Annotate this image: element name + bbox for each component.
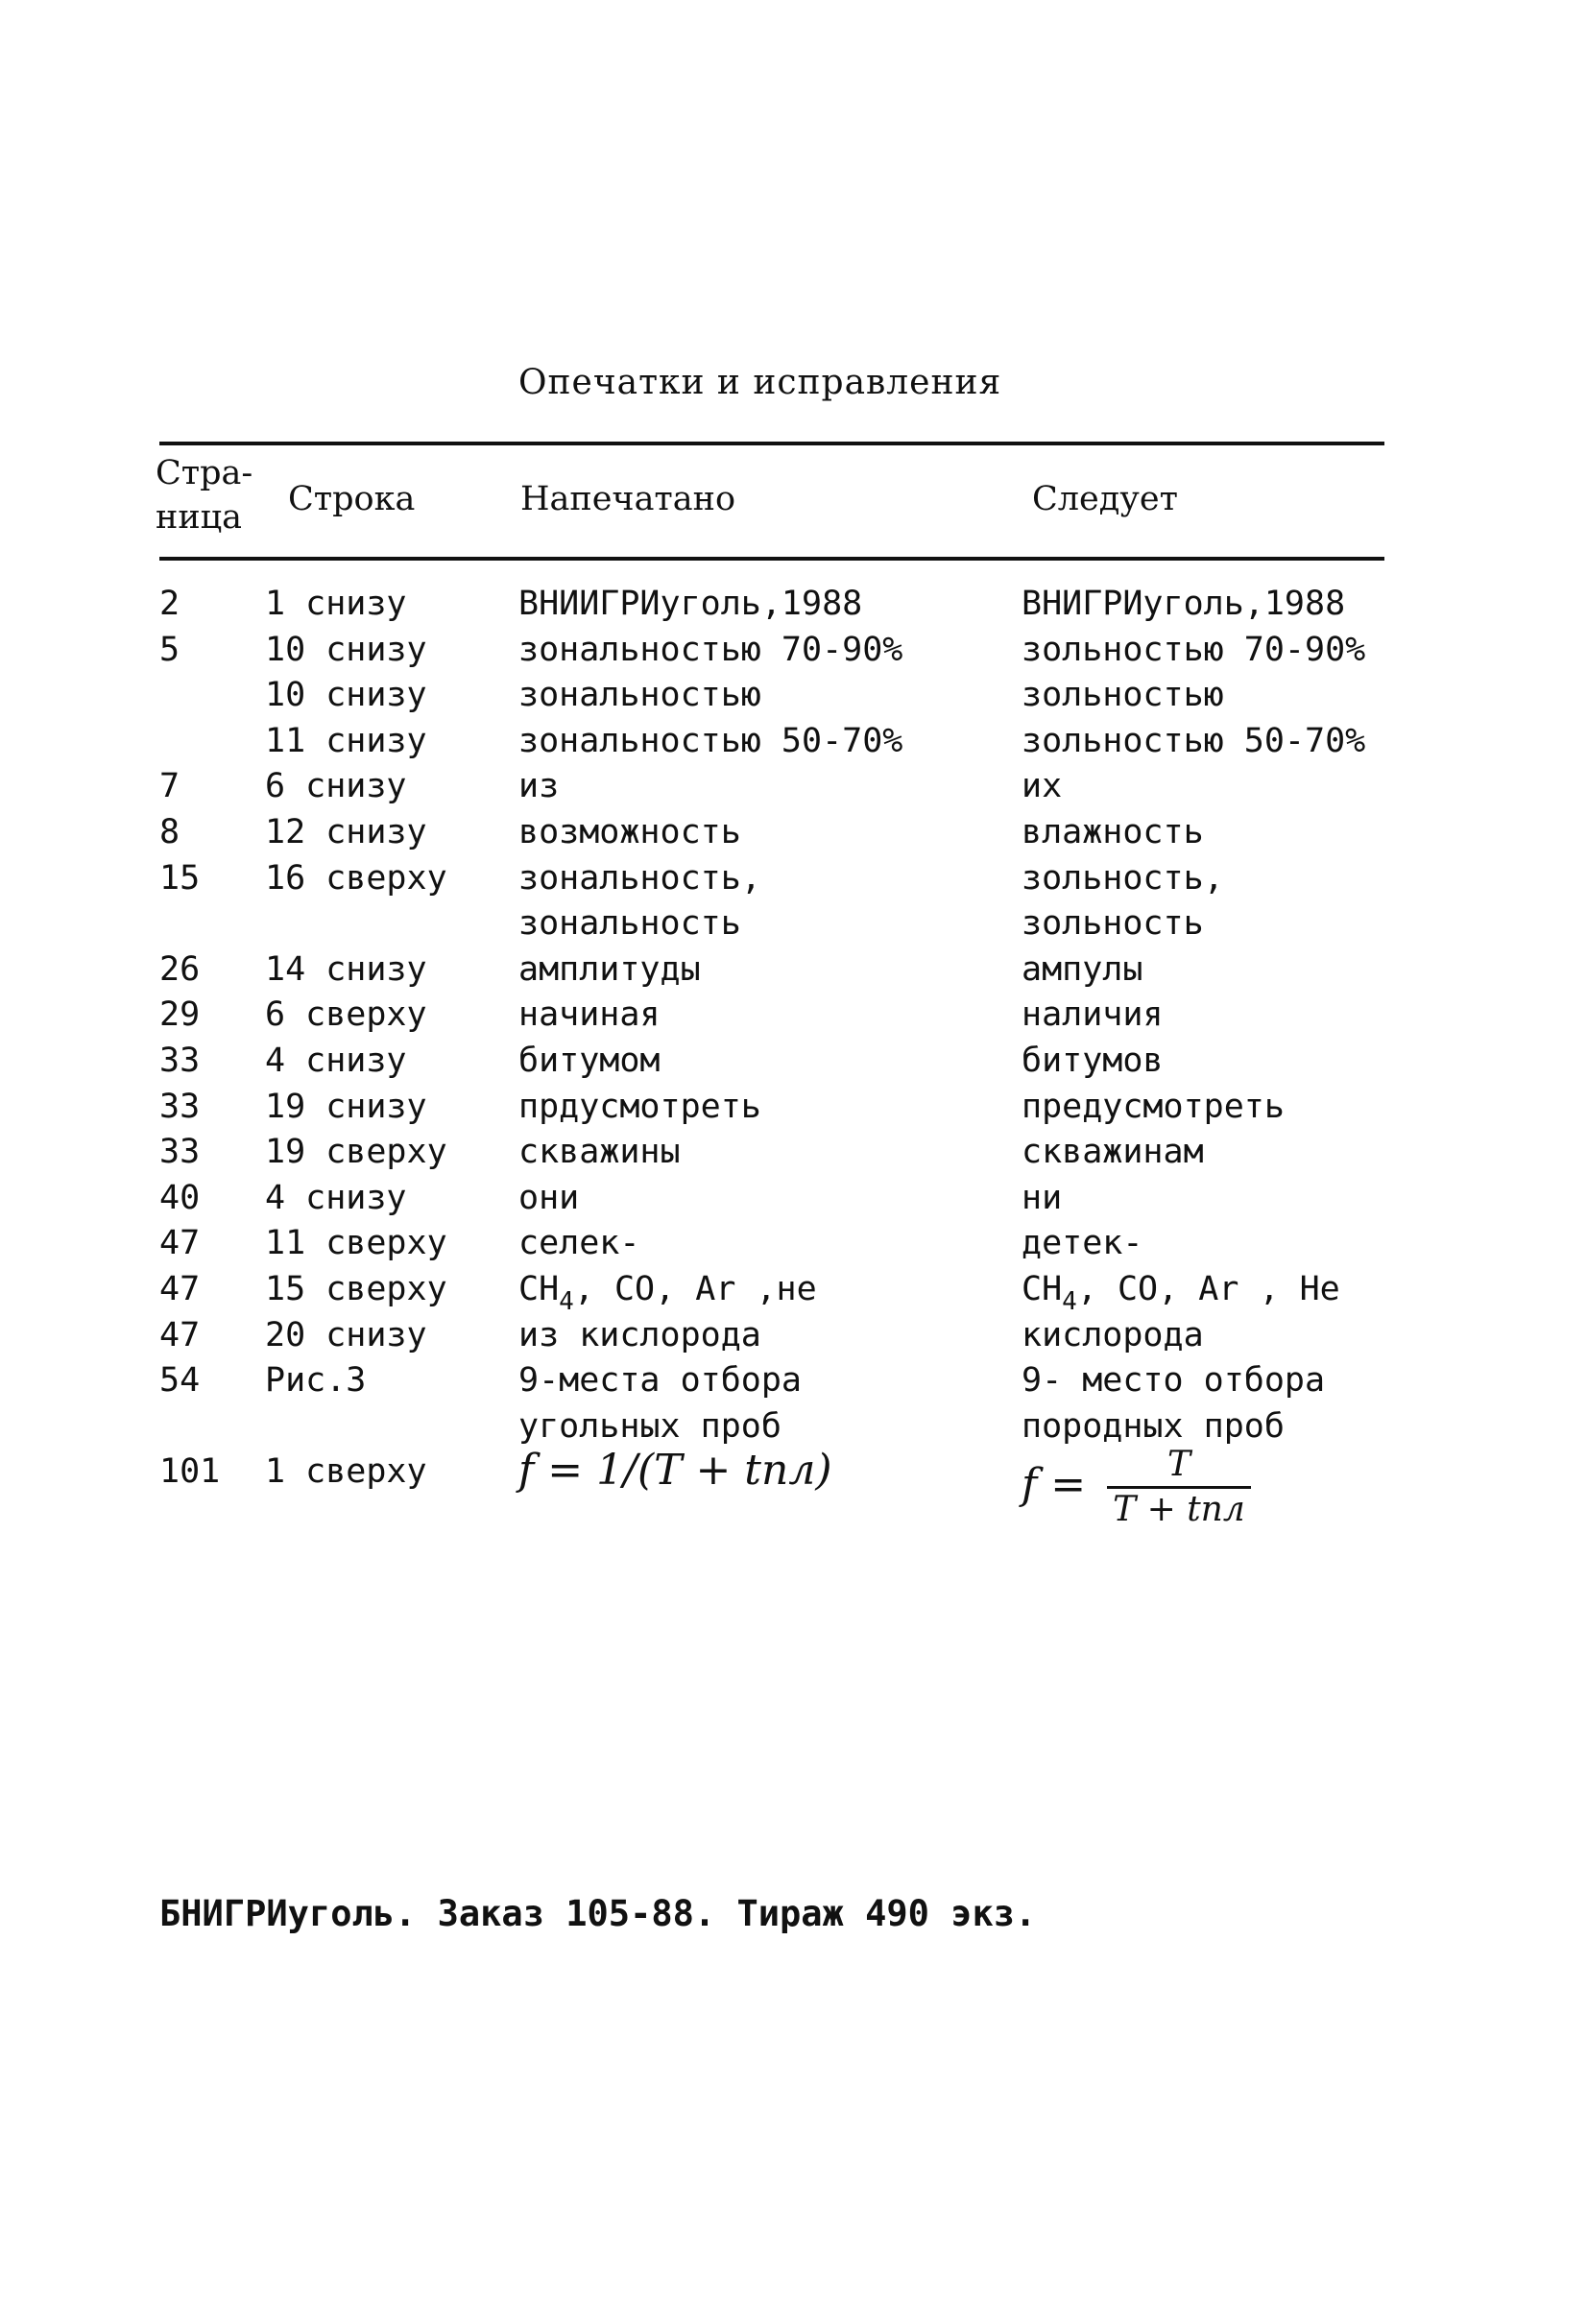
row-printed: зональность, (518, 858, 761, 898)
page-title: Опечатки и исправления (518, 363, 1002, 402)
table-rule-top (159, 442, 1384, 445)
row-page: 47 (159, 1315, 201, 1354)
row-line: 4 снизу (265, 1041, 407, 1080)
row-should: их (1022, 767, 1063, 806)
should-ch: CH (1022, 1269, 1063, 1308)
printed-ch: CH (518, 1269, 560, 1308)
row-printed-handwritten-formula: f = 1/(T + tпл) (518, 1446, 832, 1496)
formula-fraction (1107, 1444, 1251, 1531)
row-line: 6 снизу (265, 767, 407, 806)
printed-subscript: 4 (559, 1286, 574, 1316)
row-page: 47 (159, 1224, 201, 1263)
row-should: битумов (1022, 1041, 1164, 1080)
row-line: Рис.3 (265, 1361, 367, 1401)
table-row (0, 1176, 1587, 1222)
header-printed: Напечатано (520, 480, 736, 518)
header-line: Строка (288, 480, 416, 518)
row-printed: скважины (518, 1133, 681, 1172)
row-line: 11 снизу (265, 721, 427, 760)
table-row (0, 993, 1587, 1039)
row-should: зольностью (1022, 676, 1224, 715)
errata-rows (0, 582, 1587, 1528)
row-line: 11 сверху (265, 1224, 447, 1263)
row-page: 5 (159, 630, 180, 669)
row-line: 1 сверху (265, 1452, 427, 1492)
row-should: породных проб (1022, 1406, 1285, 1446)
row-line: 10 снизу (265, 630, 427, 669)
table-rule-header (159, 557, 1384, 561)
row-page: 33 (159, 1087, 201, 1126)
row-page: 40 (159, 1178, 201, 1217)
row-printed: зональность (518, 904, 741, 944)
row-line: 10 снизу (265, 676, 427, 715)
row-printed: они (518, 1178, 580, 1217)
table-row (0, 719, 1587, 765)
table-row (0, 628, 1587, 674)
row-page: 2 (159, 585, 180, 623)
row-should: зольность, (1022, 858, 1224, 898)
table-row (0, 1358, 1587, 1404)
row-printed: 9-места отбора (518, 1361, 803, 1401)
row-line: 15 сверху (265, 1269, 447, 1308)
row-should: детек- (1022, 1224, 1143, 1263)
row-printed: зональностью 50-70% (518, 721, 903, 760)
row-page: 15 (159, 858, 201, 898)
table-row (0, 1039, 1587, 1085)
table-row (0, 1130, 1587, 1176)
row-should: зольностью 70-90% (1022, 630, 1366, 669)
row-page: 7 (159, 767, 180, 806)
table-row (0, 1445, 1587, 1530)
row-should: ни (1022, 1178, 1063, 1217)
row-printed: угольных проб (518, 1406, 781, 1446)
formula-numerator: T (1107, 1444, 1251, 1489)
row-printed: прдусмотреть (518, 1087, 761, 1126)
row-should: кислорода (1022, 1315, 1204, 1354)
table-row (0, 856, 1587, 902)
row-should: 9- место отбора (1022, 1361, 1326, 1401)
row-page: 26 (159, 949, 201, 989)
table-row (0, 1221, 1587, 1267)
row-page: 33 (159, 1133, 201, 1172)
table-row (0, 1085, 1587, 1131)
table-row (0, 1404, 1587, 1450)
table-row (0, 582, 1587, 628)
printed-rest: , CO, Ar ,не (573, 1269, 817, 1308)
row-should: влажность (1022, 812, 1204, 851)
row-printed: селек- (518, 1224, 640, 1263)
row-page: 101 (159, 1452, 221, 1492)
formula-lhs: f = (1022, 1460, 1087, 1510)
row-page: 8 (159, 812, 180, 851)
imprint-footer: БНИГРИуголь. Заказ 105-88. Тираж 490 экз. (159, 1893, 1037, 1934)
row-printed: возможность (518, 812, 741, 851)
row-printed: из (518, 767, 560, 806)
table-row (0, 1267, 1587, 1316)
table-row (0, 947, 1587, 994)
row-line: 12 снизу (265, 812, 427, 851)
row-line: 1 снизу (265, 585, 407, 623)
row-should: ампулы (1022, 949, 1143, 989)
row-should: ВНИГРИуголь,1988 (1022, 585, 1346, 623)
formula-denominator: T + tпл (1113, 1490, 1245, 1530)
table-row (0, 764, 1587, 810)
row-printed: амплитуды (518, 949, 701, 989)
row-should: зольность (1022, 904, 1204, 944)
header-page (156, 451, 290, 539)
row-page: 33 (159, 1041, 201, 1080)
row-should: скважинам (1022, 1133, 1204, 1172)
row-page: 47 (159, 1269, 201, 1308)
row-printed: начиная (518, 995, 661, 1035)
row-should-handwritten-formula (1022, 1444, 1251, 1531)
table-row (0, 810, 1587, 856)
row-page: 54 (159, 1361, 201, 1401)
row-printed: ВНИИГРИуголь,1988 (518, 585, 863, 623)
row-printed: зональностью (518, 676, 761, 715)
row-line: 6 сверху (265, 995, 427, 1035)
table-row (0, 1313, 1587, 1359)
row-line: 16 сверху (265, 858, 447, 898)
row-line: 14 снизу (265, 949, 427, 989)
row-line: 4 снизу (265, 1178, 407, 1217)
header-page-line2: ница (156, 498, 243, 537)
row-printed: битумом (518, 1041, 661, 1080)
table-row (0, 673, 1587, 719)
row-printed: зональностью 70-90% (518, 630, 903, 669)
should-rest: , CO, Ar , He (1076, 1269, 1340, 1308)
row-line: 20 снизу (265, 1315, 427, 1354)
row-should: предусмотреть (1022, 1087, 1285, 1126)
row-printed: из кислорода (518, 1315, 761, 1354)
row-page: 29 (159, 995, 201, 1035)
header-should: Следует (1032, 480, 1178, 518)
row-should: наличия (1022, 995, 1164, 1035)
header-page-line1: Стра- (156, 454, 253, 492)
row-line: 19 сверху (265, 1133, 447, 1172)
table-row (0, 901, 1587, 947)
row-should: зольностью 50-70% (1022, 721, 1366, 760)
should-subscript: 4 (1062, 1286, 1077, 1316)
row-line: 19 снизу (265, 1087, 427, 1126)
